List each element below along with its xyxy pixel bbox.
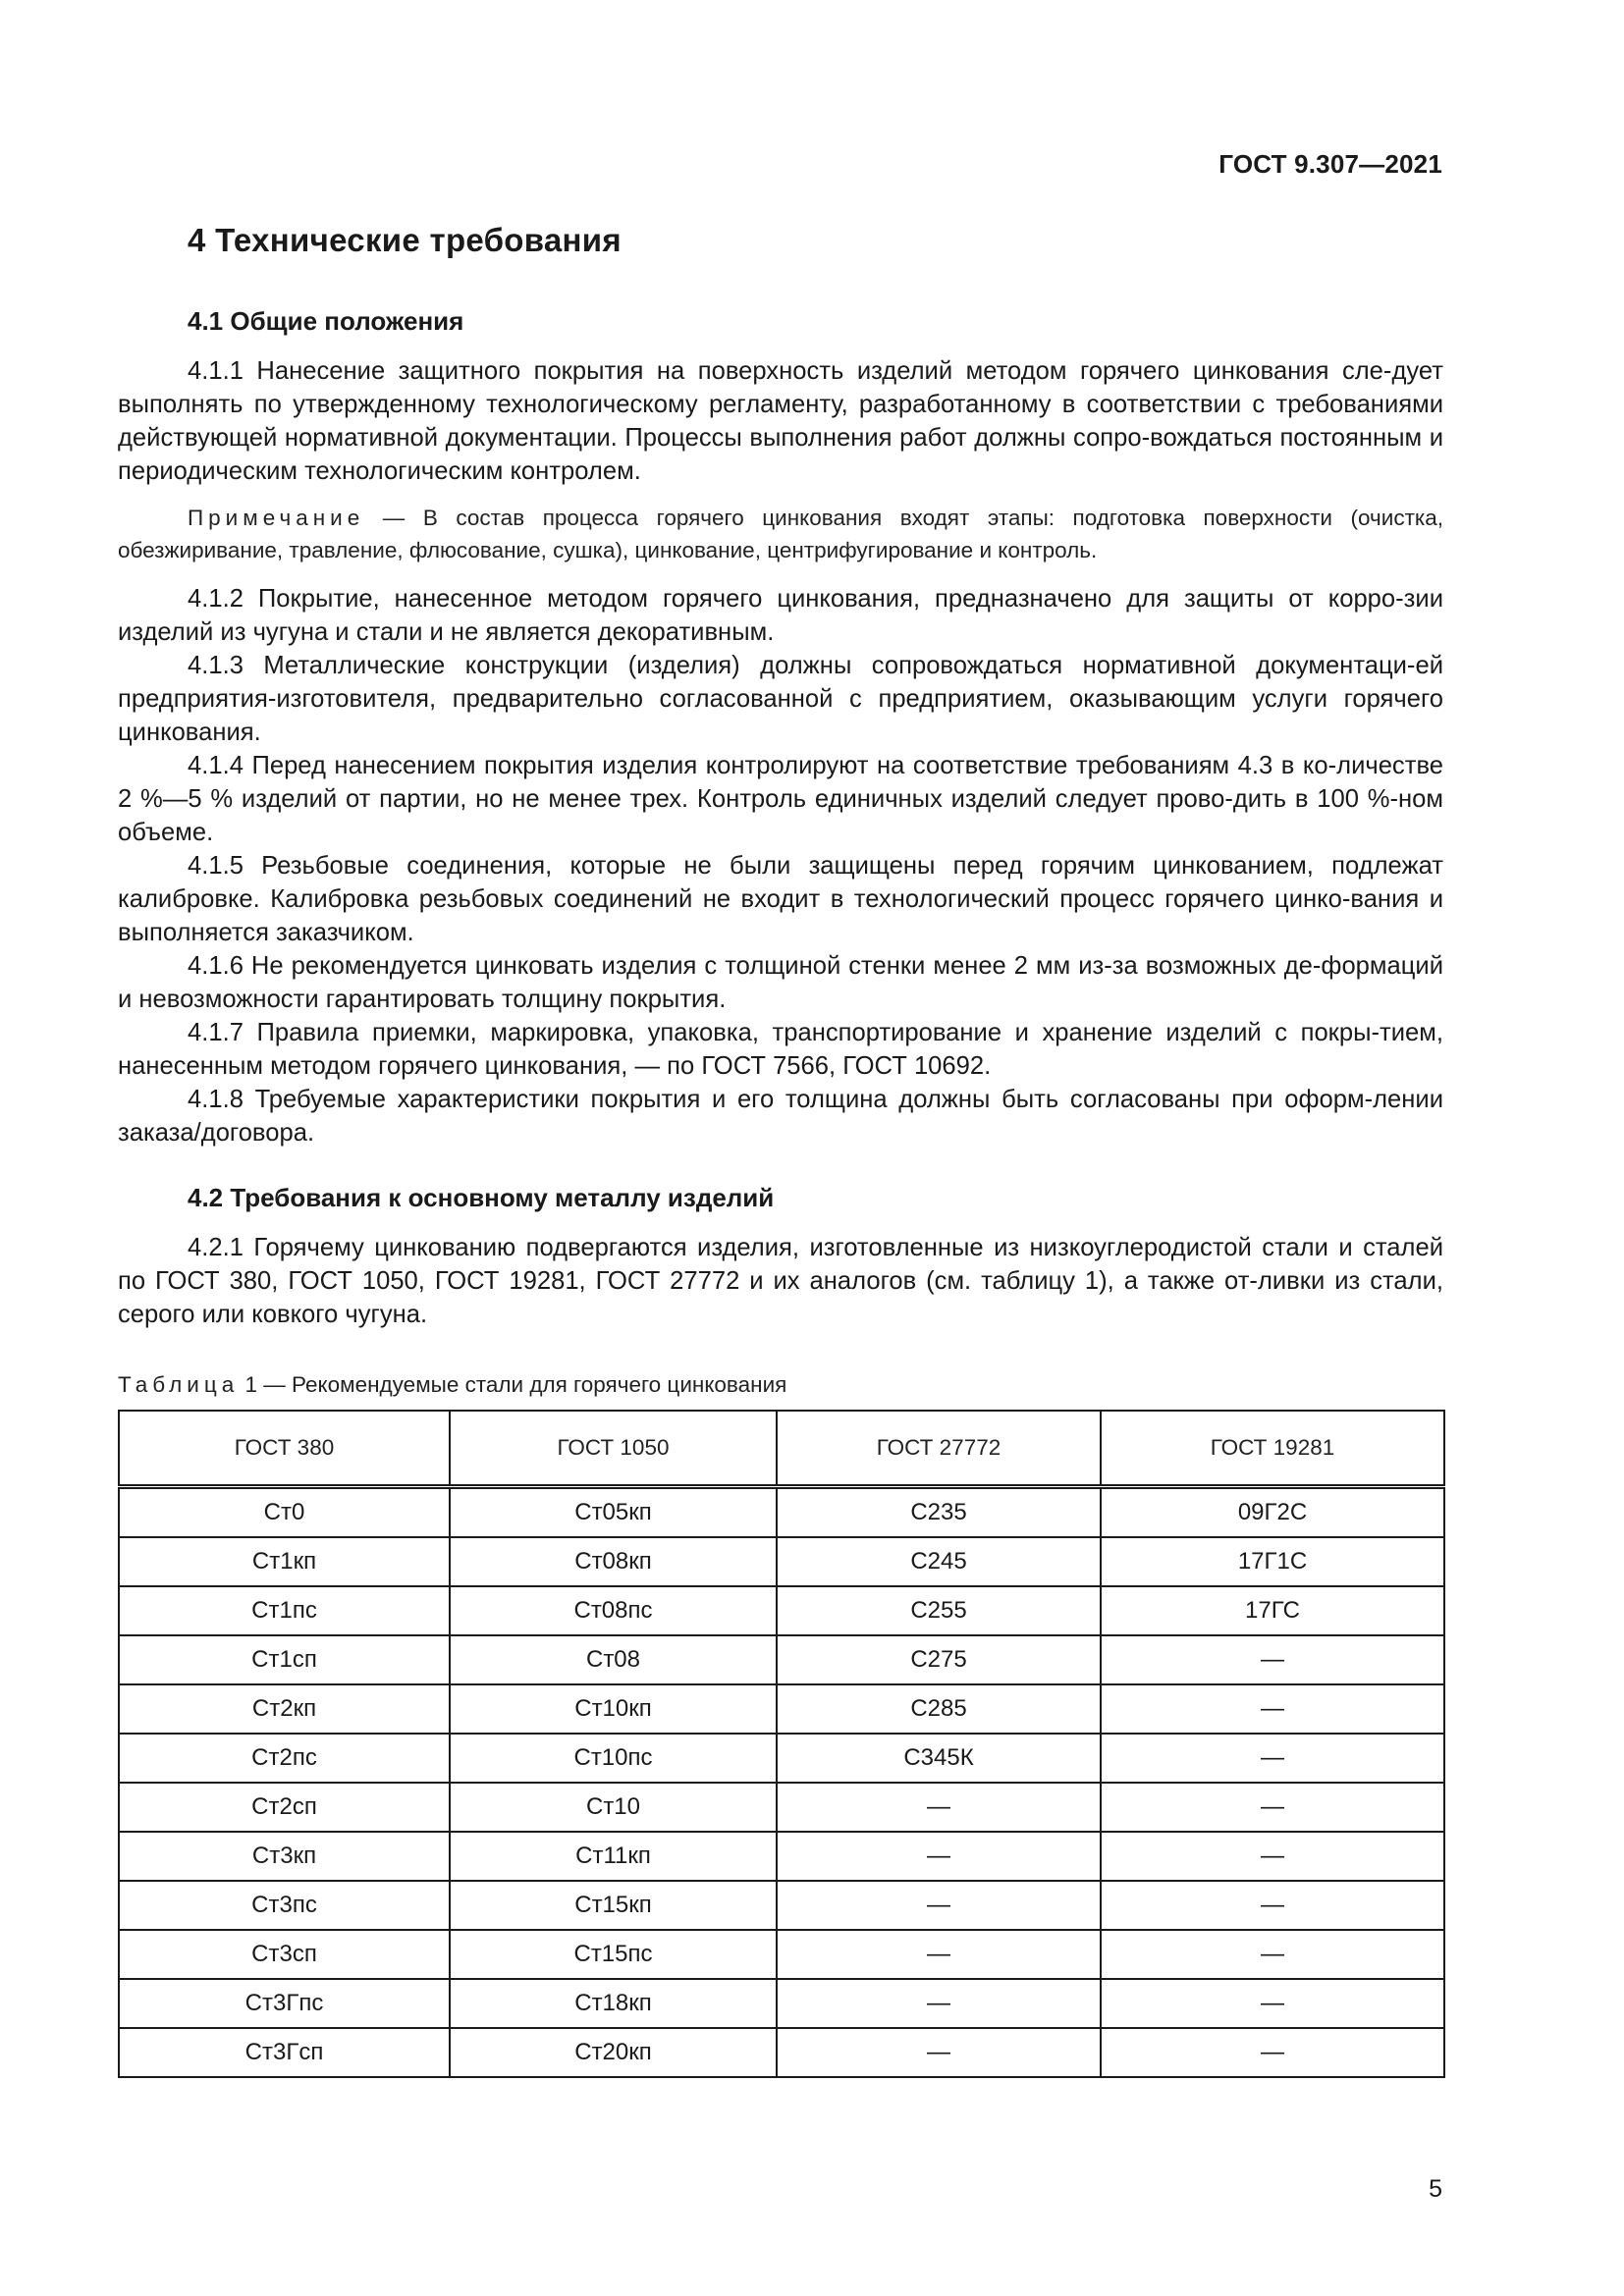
table-cell: Ст3Гпс xyxy=(119,1979,450,2028)
paragraph-4-1-1: 4.1.1 Нанесение защитного покрытия на поверхность изделий методом горячего цинкования сле-дует выполнять по утвержденному технологическому регламенту, разработанному в соответствии с требованиями действующей нормативной документации. Процессы выполнения работ должны сопро-вождаться постоянным и периодическим технологическим контролем. xyxy=(118,357,1443,485)
table-row xyxy=(119,1930,1444,1979)
table-cell: — xyxy=(1101,1684,1444,1734)
table-cell: Ст10пс xyxy=(450,1734,777,1783)
table-cell: Ст11кп xyxy=(450,1832,777,1881)
table-cell: Ст2пс xyxy=(119,1734,450,1783)
table-cell: Ст2кп xyxy=(119,1684,450,1734)
paragraph-4-1-4: 4.1.4 Перед нанесением покрытия изделия контролируют на соответствие требованиям 4.3 в ко-личестве 2 %—5 % изделий от партии, но не менее трех. Контроль единичных изделий следует прово-дить в 100 %-ном объеме. xyxy=(118,752,1443,846)
table-cell: — xyxy=(777,1832,1101,1881)
table-header-cell: ГОСТ 380 xyxy=(119,1411,450,1487)
table-cell: — xyxy=(1101,1881,1444,1930)
table-cell: — xyxy=(1101,1930,1444,1979)
table-cell: — xyxy=(777,2028,1101,2077)
table-row xyxy=(119,1881,1444,1930)
table-cell: Ст3пс xyxy=(119,1881,450,1930)
table-row xyxy=(119,1832,1444,1881)
table-cell: — xyxy=(1101,2028,1444,2077)
table-cell: С345К xyxy=(777,1734,1101,1783)
table-caption-text: 1 — Рекомендуемые стали для горячего цинкования xyxy=(239,1372,787,1397)
table-cell: 17Г1С xyxy=(1101,1537,1444,1586)
table-cell: Ст2сп xyxy=(119,1783,450,1832)
table-header-row xyxy=(119,1411,1444,1487)
note xyxy=(118,502,1443,566)
table-cell: Ст3кп xyxy=(119,1832,450,1881)
table-cell: Ст3сп xyxy=(119,1930,450,1979)
table-cell: Ст1кп xyxy=(119,1537,450,1586)
table-cell: Ст08 xyxy=(450,1635,777,1684)
table-cell: С245 xyxy=(777,1537,1101,1586)
section-title: 4 Технические требования xyxy=(188,222,622,258)
table-cell: Ст10кп xyxy=(450,1684,777,1734)
table-row xyxy=(119,1586,1444,1635)
table-cell: Ст15кп xyxy=(450,1881,777,1930)
table-cell: Ст15пс xyxy=(450,1930,777,1979)
table-row xyxy=(119,2028,1444,2077)
table-cell: — xyxy=(1101,1979,1444,2028)
table-header-cell: ГОСТ 27772 xyxy=(777,1411,1101,1487)
table-row xyxy=(119,1979,1444,2028)
table-row xyxy=(119,1635,1444,1684)
table-cell: — xyxy=(777,1881,1101,1930)
document-id: ГОСТ 9.307—2021 xyxy=(1218,149,1442,179)
table-cell: Ст3Гсп xyxy=(119,2028,450,2077)
table-cell: — xyxy=(777,1979,1101,2028)
table-cell: — xyxy=(777,1930,1101,1979)
table-cell: 17ГС xyxy=(1101,1586,1444,1635)
table-cell: — xyxy=(777,1783,1101,1832)
table-cell: — xyxy=(1101,1734,1444,1783)
page-number: 5 xyxy=(1429,2175,1442,2203)
table-cell: С275 xyxy=(777,1635,1101,1684)
table-header-cell: ГОСТ 19281 xyxy=(1101,1411,1444,1487)
table-row xyxy=(119,1537,1444,1586)
table-cell: С235 xyxy=(777,1487,1101,1538)
paragraph-4-1-3: 4.1.3 Металлические конструкции (изделия) должны сопровождаться нормативной документаци-ей предприятия-изготовителя, предварительно согласованной с предприятием, оказывающим услуги горячего цинкования. xyxy=(118,652,1443,746)
note-label: Примечание xyxy=(188,506,365,530)
table-cell: С255 xyxy=(777,1586,1101,1635)
table-row xyxy=(119,1783,1444,1832)
table-caption-label: Таблица xyxy=(118,1372,240,1397)
table-cell: 09Г2С xyxy=(1101,1487,1444,1538)
table-cell: Ст08пс xyxy=(450,1586,777,1635)
steel-grades-table xyxy=(118,1410,1445,2078)
paragraph-4-1-5: 4.1.5 Резьбовые соединения, которые не были защищены перед горячим цинкованием, подлежат калибровке. Калибровка резьбовых соединений не входит в технологический процесс горячего цинко-вания и выполняется заказчиком. xyxy=(118,852,1443,946)
table-cell: С285 xyxy=(777,1684,1101,1734)
table-cell: Ст08кп xyxy=(450,1537,777,1586)
paragraph-4-1-7: 4.1.7 Правила приемки, маркировка, упаковка, транспортирование и хранение изделий с покры-тием, нанесенным методом горячего цинкования, — по ГОСТ 7566, ГОСТ 10692. xyxy=(118,1019,1443,1080)
table-caption xyxy=(118,1372,1443,1398)
table-header-cell: ГОСТ 1050 xyxy=(450,1411,777,1487)
table-cell: Ст20кп xyxy=(450,2028,777,2077)
paragraph-4-1-2: 4.1.2 Покрытие, нанесенное методом горячего цинкования, предназначено для защиты от корро-зии изделий из чугуна и стали и не является декоративным. xyxy=(118,585,1443,646)
table-cell: Ст10 xyxy=(450,1783,777,1832)
subsection-title-4-2: 4.2 Требования к основному металлу изделий xyxy=(188,1183,775,1212)
paragraph-4-1-8: 4.1.8 Требуемые характеристики покрытия и его толщина должны быть согласованы при оформ-лении заказа/договора. xyxy=(118,1086,1443,1147)
table-row xyxy=(119,1487,1444,1538)
page-content xyxy=(118,222,1443,2078)
table-cell: Ст0 xyxy=(119,1487,450,1538)
paragraph-4-1-6: 4.1.6 Не рекомендуется цинковать изделия с толщиной стенки менее 2 мм из-за возможных де-формаций и невозможности гарантировать толщину покрытия. xyxy=(118,952,1443,1013)
paragraph-4-2-1: 4.2.1 Горячему цинкованию подвергаются изделия, изготовленные из низкоуглеродистой стали и сталей по ГОСТ 380, ГОСТ 1050, ГОСТ 19281, ГОСТ 27772 и их аналогов (см. таблицу 1), а также от-ливки из стали, серого или ковкого чугуна. xyxy=(118,1234,1443,1328)
table-cell: Ст18кп xyxy=(450,1979,777,2028)
note-text: — В состав процесса горячего цинкования входят этапы: подготовка поверхности (очистка, обезжиривание, травление, флюсование, сушка), цинкование, центрифугирование и контроль. xyxy=(118,506,1443,562)
table-cell: Ст1сп xyxy=(119,1635,450,1684)
table-cell: Ст05кп xyxy=(450,1487,777,1538)
subsection-title-4-1: 4.1 Общие положения xyxy=(188,306,464,336)
table-cell: — xyxy=(1101,1635,1444,1684)
table-cell: — xyxy=(1101,1783,1444,1832)
table-row xyxy=(119,1684,1444,1734)
table-cell: Ст1пс xyxy=(119,1586,450,1635)
table-row xyxy=(119,1734,1444,1783)
table-cell: — xyxy=(1101,1832,1444,1881)
